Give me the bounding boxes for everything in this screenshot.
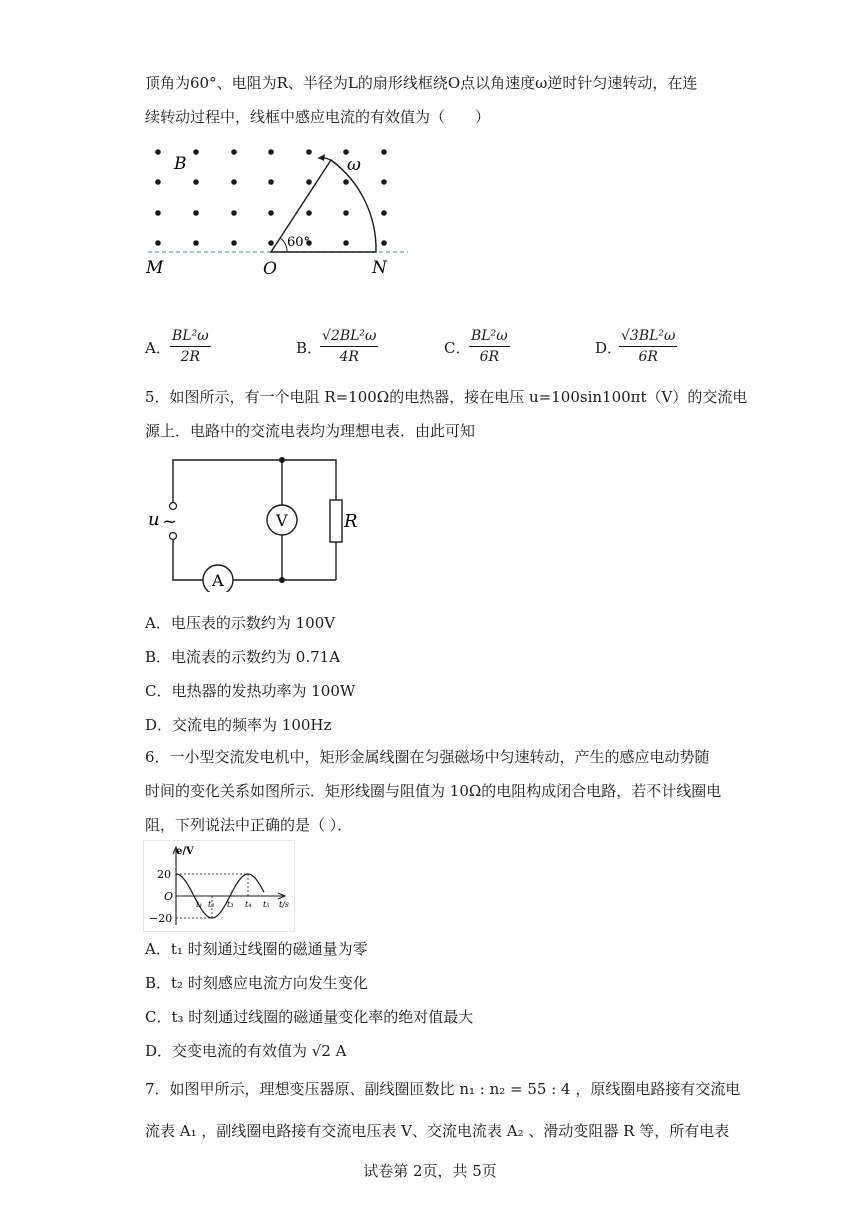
field-dot	[343, 240, 349, 246]
q5-option-a: A．电压表的示数约为 100V	[145, 614, 336, 632]
field-dot	[381, 240, 387, 246]
field-dot	[155, 179, 161, 185]
label-ammeter: A	[212, 571, 224, 590]
q6-text-line1: 6．一小型交流发电机中，矩形金属线圈在匀强磁场中匀速转动，产生的感应电动势随	[145, 748, 710, 766]
q4-text-line1: 顶角为60°、电阻为R、半径为L的扇形线框绕O点以角速度ω逆时针匀速转动，在连	[145, 74, 698, 92]
q4-option-d-label: D．	[595, 339, 623, 357]
field-dot	[231, 149, 237, 155]
q4-option-b-den: 4R	[339, 349, 359, 365]
field-dot	[306, 179, 312, 185]
terminal-top	[170, 503, 177, 510]
field-dot	[193, 179, 199, 185]
field-dot	[231, 179, 237, 185]
field-dot	[381, 149, 387, 155]
q4-option-c-den: 6R	[479, 349, 500, 365]
q4-option-c-num: BL²ω	[469, 328, 510, 347]
angle-arc	[280, 238, 287, 252]
x-tick-t4: t₄	[245, 900, 252, 909]
q5-option-c: C．电热器的发热功率为 100W	[145, 682, 356, 700]
label-ac-tilde: ~	[162, 511, 178, 532]
q6-text-line3: 阻，下列说法中正确的是（ ）．	[145, 816, 353, 834]
x-axis-label: t/s	[279, 900, 290, 909]
q4-option-b-fraction	[320, 328, 378, 365]
x-tick-t5: t₅	[263, 900, 270, 909]
circuit-top-wire	[173, 460, 336, 502]
label-voltmeter: V	[276, 511, 288, 530]
circuit-left-bottom-wire	[173, 536, 203, 580]
field-dot	[155, 240, 161, 246]
q6-option-a: A．t₁ 时刻通过线圈的磁通量为零	[145, 940, 368, 958]
page-footer: 试卷第 2页，共 5页	[363, 1162, 497, 1180]
q6-option-c: C．t₃ 时刻通过线圈的磁通量变化率的绝对值最大	[145, 1008, 474, 1026]
q4-option-c-label: C．	[444, 339, 471, 357]
q4-option-b-label: B．	[296, 339, 323, 357]
q6-option-b: B．t₂ 时刻感应电流方向发生变化	[145, 974, 368, 992]
field-dot	[155, 210, 161, 216]
field-dot	[343, 149, 349, 155]
field-dot	[193, 240, 199, 246]
q6-text-line2: 时间的变化关系如图所示．矩形线圈与阻值为 10Ω的电阻构成闭合电路，若不计线圈电	[145, 782, 722, 800]
y-tick-20: 20	[157, 868, 171, 881]
label-angle: 60°	[287, 235, 311, 250]
q4-option-a-label: A．	[145, 339, 171, 357]
q4-option-a-den: 2R	[180, 349, 201, 365]
q5-option-b: B．电流表的示数约为 0.71A	[145, 648, 341, 666]
x-tick-t1: t₁	[196, 900, 203, 909]
q6-emf-graph	[143, 840, 295, 932]
q4-option-b-num: √2BL²ω	[320, 328, 378, 347]
field-dot	[231, 240, 237, 246]
label-omega: ω	[347, 155, 361, 175]
resistor-symbol	[330, 500, 342, 542]
label-m: M	[146, 258, 164, 278]
field-dot	[343, 210, 349, 216]
field-dot	[268, 149, 274, 155]
label-o: O	[263, 259, 277, 279]
q5-option-d: D．交流电的频率为 100Hz	[145, 716, 332, 734]
x-tick-t2: t₂	[208, 900, 215, 909]
q4-text-line2: 续转动过程中，线框中感应电流的有效值为（ ）	[145, 108, 491, 126]
q7-text-line1: 7．如图甲所示，理想变压器原、副线圈匝数比 n₁ : n₂ = 55 : 4 ，原线圈电路接有交流电	[145, 1080, 741, 1098]
x-tick-t3: t₃	[227, 900, 234, 909]
label-u: u	[148, 509, 160, 530]
label-n: N	[372, 258, 387, 278]
field-dot	[381, 210, 387, 216]
field-dot	[231, 210, 237, 216]
field-dot	[343, 179, 349, 185]
y-axis-label: e/V	[176, 846, 194, 857]
field-dot	[306, 210, 312, 216]
field-dot	[268, 210, 274, 216]
q4-option-a-num: BL²ω	[170, 328, 211, 347]
junction-bottom	[279, 577, 285, 583]
rotation-arrow-head	[318, 154, 325, 161]
y-tick-neg20: −20	[149, 912, 173, 925]
q4-option-a-fraction	[170, 328, 211, 365]
field-dot	[306, 149, 312, 155]
field-dot	[381, 179, 387, 185]
field-dot	[155, 149, 161, 155]
field-dot	[268, 240, 274, 246]
q6-option-d: D．交变电流的有效值为 √2 A	[145, 1042, 347, 1060]
q4-option-d-fraction	[619, 328, 677, 365]
label-b: B	[174, 154, 187, 174]
q4-option-d-num: √3BL²ω	[619, 328, 677, 347]
q4-option-d-den: 6R	[638, 349, 658, 365]
q5-text-line2: 源上．电路中的交流电表均为理想电表．由此可知	[145, 422, 476, 440]
junction-top	[279, 457, 285, 463]
field-dot	[193, 210, 199, 216]
q7-text-line2: 流表 A₁ ，副线圈电路接有交流电压表 V、交流电流表 A₂ 、滑动变阻器 R 等，所有电表	[145, 1122, 730, 1140]
q4-option-c-fraction	[469, 328, 510, 365]
q4-sector-figure	[140, 140, 420, 280]
field-dot	[268, 179, 274, 185]
terminal-bottom	[170, 533, 177, 540]
q5-text-line1: 5．如图所示，有一个电阻 R=100Ω的电热器，接在电压 u=100sin100πt（V）的交流电	[145, 388, 748, 406]
q5-circuit-figure	[140, 452, 360, 592]
origin-label: O	[164, 890, 174, 903]
field-dot	[193, 149, 199, 155]
label-r: R	[344, 511, 358, 532]
